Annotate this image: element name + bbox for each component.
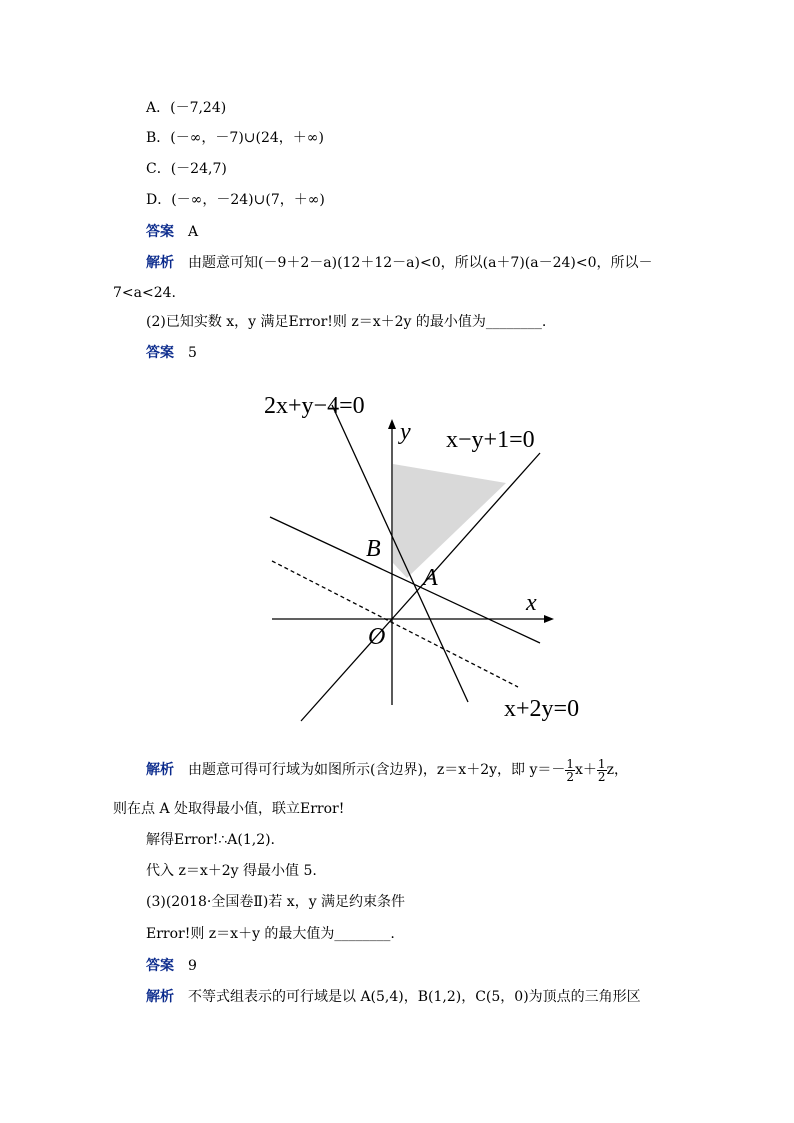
analysis-label: 解析 bbox=[146, 989, 174, 1005]
fraction-one-half: $\frac{1}{2}$ bbox=[597, 756, 606, 784]
label-y-axis: y bbox=[400, 419, 411, 445]
answer-label: 答案 bbox=[146, 958, 174, 974]
label-x-axis: x bbox=[526, 590, 537, 616]
label-point-b: B bbox=[366, 536, 381, 562]
label-line-x-minus-y-plus-1: x−y+1=0 bbox=[446, 427, 535, 453]
option-c: C．(－24,7) bbox=[146, 161, 227, 177]
q3-question-cont: Error!则 z＝x＋y 的最大值为________. bbox=[146, 926, 395, 942]
analysis-post: z， bbox=[606, 762, 628, 778]
q2-question: (2)已知实数 x，y 满足Error!则 z＝x＋2y 的最小值为________. bbox=[146, 314, 547, 330]
analysis-text: 由题意可得可行域为如图所示(含边界)，z＝x＋2y，即 y＝－ bbox=[188, 762, 566, 778]
fraction-one-half: $\frac{1}{2}$ bbox=[566, 756, 575, 784]
answer-label: 答案 bbox=[146, 224, 174, 240]
label-origin: O bbox=[368, 624, 386, 650]
q2-analysis-cont: 则在点 A 处取得最小值，联立Error! bbox=[113, 801, 345, 817]
line-x-plus-2y bbox=[272, 561, 518, 687]
feasible-region-figure bbox=[250, 385, 610, 730]
option-b: B．(－∞，－7)∪(24，＋∞) bbox=[146, 130, 324, 146]
q3-question: (3)(2018·全国卷Ⅱ)若 x，y 满足约束条件 bbox=[146, 894, 406, 910]
option-a: A．(－7,24) bbox=[146, 100, 227, 116]
q1-analysis-cont: 7<a<24. bbox=[113, 285, 176, 301]
label-point-a: A bbox=[423, 565, 438, 591]
answer-value: 9 bbox=[188, 958, 197, 974]
analysis-text: 不等式组表示的可行域是以 A(5,4)，B(1,2)，C(5，0)为顶点的三角形区 bbox=[188, 989, 641, 1005]
answer-value: 5 bbox=[188, 345, 197, 361]
q1-answer bbox=[146, 223, 198, 241]
answer-label: 答案 bbox=[146, 345, 174, 361]
q2-analysis bbox=[146, 756, 628, 784]
analysis-label: 解析 bbox=[146, 255, 174, 271]
analysis-text: 由题意可知(－9＋2－a)(12＋12－a)<0，所以(a＋7)(a－24)<0，所以－ bbox=[188, 255, 653, 271]
analysis-label: 解析 bbox=[146, 762, 174, 778]
label-line-x-plus-2y: x+2y=0 bbox=[504, 696, 580, 722]
option-d: D．(－∞，－24)∪(7，＋∞) bbox=[146, 192, 325, 208]
x-axis-arrow bbox=[544, 615, 554, 623]
label-line-2x-plus-y-minus-4: 2x+y−4=0 bbox=[264, 393, 365, 419]
q3-analysis bbox=[146, 988, 641, 1006]
feasible-region bbox=[393, 464, 506, 578]
q3-answer bbox=[146, 957, 197, 975]
q1-analysis bbox=[146, 254, 653, 272]
answer-value: A bbox=[188, 224, 199, 240]
q2-solve: 解得Error!∴A(1,2). bbox=[146, 832, 276, 848]
y-axis-arrow bbox=[388, 419, 396, 429]
q2-substitute: 代入 z＝x＋2y 得最小值 5. bbox=[146, 863, 317, 879]
q2-answer bbox=[146, 344, 197, 362]
analysis-mid: x＋ bbox=[575, 762, 597, 778]
